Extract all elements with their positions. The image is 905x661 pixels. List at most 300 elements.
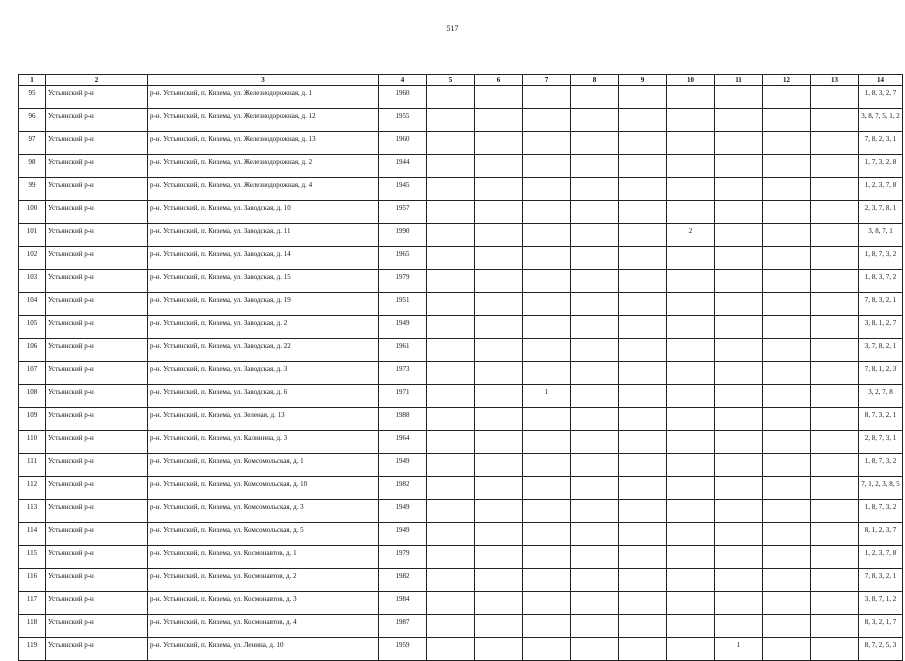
- col12-cell: [763, 500, 811, 523]
- col13-cell: [811, 293, 859, 316]
- col6-cell: [475, 201, 523, 224]
- col11-cell: [715, 454, 763, 477]
- col12-cell: [763, 454, 811, 477]
- col14-cell: 8, 7, 2, 5, 3: [859, 638, 903, 661]
- col5-cell: [427, 155, 475, 178]
- col9-cell: [619, 224, 667, 247]
- col12-cell: [763, 270, 811, 293]
- row-number: 95: [19, 86, 46, 109]
- district-cell: Устьянский р-н: [46, 546, 148, 569]
- year-cell: 1957: [379, 201, 427, 224]
- header-row: [19, 75, 903, 86]
- col11-cell: [715, 385, 763, 408]
- address-cell: р-н. Устьянский, п. Кизема, ул. Космонавтов, д. 1: [148, 546, 379, 569]
- table-row: [19, 270, 903, 293]
- col5-cell: [427, 201, 475, 224]
- address-cell: р-н. Устьянский, п. Кизема, ул. Заводская, д. 2: [148, 316, 379, 339]
- col10-cell: [667, 293, 715, 316]
- year-cell: 1955: [379, 109, 427, 132]
- district-cell: Устьянский р-н: [46, 615, 148, 638]
- table-row: [19, 86, 903, 109]
- col10-cell: [667, 178, 715, 201]
- row-number: 111: [19, 454, 46, 477]
- col11-cell: [715, 546, 763, 569]
- row-number: 118: [19, 615, 46, 638]
- col12-cell: [763, 431, 811, 454]
- col8-cell: [571, 224, 619, 247]
- col10-cell: [667, 247, 715, 270]
- col5-cell: [427, 500, 475, 523]
- col14-cell: 3, 2, 7, 8: [859, 385, 903, 408]
- col8-cell: [571, 109, 619, 132]
- col5-cell: [427, 270, 475, 293]
- table-row: [19, 638, 903, 661]
- row-number: 102: [19, 247, 46, 270]
- col13-cell: [811, 178, 859, 201]
- col5-cell: [427, 339, 475, 362]
- col14-cell: 1, 8, 3, 2, 7: [859, 86, 903, 109]
- col8-cell: [571, 155, 619, 178]
- col9-cell: [619, 247, 667, 270]
- col8-cell: [571, 270, 619, 293]
- col11-cell: [715, 270, 763, 293]
- row-number: 97: [19, 132, 46, 155]
- col5-cell: [427, 385, 475, 408]
- col14-cell: 1, 8, 7, 3, 2: [859, 247, 903, 270]
- table-row: [19, 362, 903, 385]
- year-cell: 1949: [379, 500, 427, 523]
- col12-cell: [763, 293, 811, 316]
- col6-cell: [475, 592, 523, 615]
- district-cell: Устьянский р-н: [46, 270, 148, 293]
- year-cell: 1973: [379, 362, 427, 385]
- col6-cell: [475, 109, 523, 132]
- column-header-1: 1: [19, 75, 46, 86]
- col13-cell: [811, 109, 859, 132]
- district-cell: Устьянский р-н: [46, 408, 148, 431]
- table-row: [19, 454, 903, 477]
- col14-cell: 7, 1, 2, 3, 8, 5: [859, 477, 903, 500]
- col11-cell: [715, 201, 763, 224]
- year-cell: 1951: [379, 293, 427, 316]
- district-cell: Устьянский р-н: [46, 592, 148, 615]
- col7-cell: [523, 500, 571, 523]
- col13-cell: [811, 86, 859, 109]
- col12-cell: [763, 132, 811, 155]
- col13-cell: [811, 155, 859, 178]
- col13-cell: [811, 615, 859, 638]
- col8-cell: [571, 569, 619, 592]
- col12-cell: [763, 385, 811, 408]
- col8-cell: [571, 178, 619, 201]
- col11-cell: [715, 316, 763, 339]
- col9-cell: [619, 477, 667, 500]
- col14-cell: 8, 1, 2, 3, 7: [859, 523, 903, 546]
- col11-cell: [715, 408, 763, 431]
- col6-cell: [475, 408, 523, 431]
- address-cell: р-н. Устьянский, п. Кизема, ул. Комсомольская, д. 10: [148, 477, 379, 500]
- col5-cell: [427, 615, 475, 638]
- col13-cell: [811, 201, 859, 224]
- district-cell: Устьянский р-н: [46, 109, 148, 132]
- col6-cell: [475, 224, 523, 247]
- col11-cell: [715, 431, 763, 454]
- col6-cell: [475, 362, 523, 385]
- column-header-12: 12: [763, 75, 811, 86]
- col10-cell: [667, 592, 715, 615]
- col12-cell: [763, 592, 811, 615]
- col12-cell: [763, 109, 811, 132]
- col9-cell: [619, 385, 667, 408]
- col12-cell: [763, 523, 811, 546]
- col7-cell: [523, 247, 571, 270]
- col6-cell: [475, 454, 523, 477]
- table-row: [19, 592, 903, 615]
- column-header-2: 2: [46, 75, 148, 86]
- col9-cell: [619, 546, 667, 569]
- col7-cell: [523, 362, 571, 385]
- col12-cell: [763, 569, 811, 592]
- col9-cell: [619, 408, 667, 431]
- col5-cell: [427, 638, 475, 661]
- col10-cell: [667, 408, 715, 431]
- col8-cell: [571, 201, 619, 224]
- col10-cell: [667, 546, 715, 569]
- col8-cell: [571, 362, 619, 385]
- col6-cell: [475, 293, 523, 316]
- district-cell: Устьянский р-н: [46, 201, 148, 224]
- col5-cell: [427, 178, 475, 201]
- col9-cell: [619, 615, 667, 638]
- col7-cell: [523, 431, 571, 454]
- col6-cell: [475, 247, 523, 270]
- col11-cell: [715, 247, 763, 270]
- year-cell: 1990: [379, 224, 427, 247]
- table-row: [19, 523, 903, 546]
- col11-cell: [715, 339, 763, 362]
- col9-cell: [619, 316, 667, 339]
- address-cell: р-н. Устьянский, п. Кизема, ул. Железнодорожная, д. 4: [148, 178, 379, 201]
- col12-cell: [763, 408, 811, 431]
- col9-cell: [619, 201, 667, 224]
- col11-cell: [715, 224, 763, 247]
- district-cell: Устьянский р-н: [46, 362, 148, 385]
- column-header-7: 7: [523, 75, 571, 86]
- col11-cell: [715, 569, 763, 592]
- col5-cell: [427, 569, 475, 592]
- district-cell: Устьянский р-н: [46, 86, 148, 109]
- col14-cell: 1, 2, 3, 7, 8: [859, 178, 903, 201]
- year-cell: 1945: [379, 178, 427, 201]
- col8-cell: [571, 86, 619, 109]
- col6-cell: [475, 431, 523, 454]
- column-header-3: 3: [148, 75, 379, 86]
- district-cell: Устьянский р-н: [46, 431, 148, 454]
- district-cell: Устьянский р-н: [46, 178, 148, 201]
- col14-cell: 3, 8, 1, 2, 7: [859, 316, 903, 339]
- district-cell: Устьянский р-н: [46, 155, 148, 178]
- col6-cell: [475, 270, 523, 293]
- address-cell: р-н. Устьянский, п. Кизема, ул. Калинина, д. 3: [148, 431, 379, 454]
- district-cell: Устьянский р-н: [46, 224, 148, 247]
- col6-cell: [475, 615, 523, 638]
- column-header-8: 8: [571, 75, 619, 86]
- col11-cell: [715, 132, 763, 155]
- col8-cell: [571, 339, 619, 362]
- col12-cell: [763, 638, 811, 661]
- col12-cell: [763, 316, 811, 339]
- col13-cell: [811, 546, 859, 569]
- table-row: [19, 615, 903, 638]
- page-number: 517: [446, 24, 459, 33]
- col12-cell: [763, 247, 811, 270]
- col7-cell: [523, 109, 571, 132]
- year-cell: 1982: [379, 477, 427, 500]
- year-cell: 1979: [379, 546, 427, 569]
- col13-cell: [811, 569, 859, 592]
- address-cell: р-н. Устьянский, п. Кизема, ул. Комсомольская, д. 1: [148, 454, 379, 477]
- district-cell: Устьянский р-н: [46, 247, 148, 270]
- col12-cell: [763, 615, 811, 638]
- col9-cell: [619, 155, 667, 178]
- col14-cell: 7, 8, 3, 2, 1: [859, 569, 903, 592]
- housing-table: [18, 74, 903, 661]
- col11-cell: [715, 155, 763, 178]
- col6-cell: [475, 569, 523, 592]
- table-row: [19, 178, 903, 201]
- col13-cell: [811, 408, 859, 431]
- col7-cell: [523, 408, 571, 431]
- district-cell: Устьянский р-н: [46, 339, 148, 362]
- col11-cell: [715, 615, 763, 638]
- col6-cell: [475, 500, 523, 523]
- col13-cell: [811, 500, 859, 523]
- col6-cell: [475, 132, 523, 155]
- col7-cell: [523, 546, 571, 569]
- district-cell: Устьянский р-н: [46, 638, 148, 661]
- col7-cell: [523, 615, 571, 638]
- year-cell: 1988: [379, 408, 427, 431]
- col12-cell: [763, 477, 811, 500]
- col9-cell: [619, 86, 667, 109]
- col13-cell: [811, 339, 859, 362]
- col14-cell: 1, 8, 3, 7, 2: [859, 270, 903, 293]
- table-row: [19, 155, 903, 178]
- row-number: 101: [19, 224, 46, 247]
- col11-cell: [715, 109, 763, 132]
- col12-cell: [763, 339, 811, 362]
- col5-cell: [427, 477, 475, 500]
- col14-cell: 1, 8, 7, 3, 2: [859, 500, 903, 523]
- col9-cell: [619, 500, 667, 523]
- col10-cell: [667, 109, 715, 132]
- col5-cell: [427, 224, 475, 247]
- col14-cell: 2, 3, 7, 8, 1: [859, 201, 903, 224]
- col7-cell: [523, 270, 571, 293]
- col14-cell: 2, 8, 7, 3, 1: [859, 431, 903, 454]
- col12-cell: [763, 86, 811, 109]
- address-cell: р-н. Устьянский, п. Кизема, ул. Космонавтов, д. 4: [148, 615, 379, 638]
- col9-cell: [619, 270, 667, 293]
- col7-cell: [523, 293, 571, 316]
- col14-cell: 7, 8, 3, 2, 1: [859, 293, 903, 316]
- address-cell: р-н. Устьянский, п. Кизема, ул. Железнодорожная, д. 1: [148, 86, 379, 109]
- col7-cell: [523, 316, 571, 339]
- column-header-6: 6: [475, 75, 523, 86]
- table-row: [19, 247, 903, 270]
- col13-cell: [811, 247, 859, 270]
- table-row: [19, 316, 903, 339]
- col7-cell: [523, 339, 571, 362]
- col9-cell: [619, 592, 667, 615]
- col9-cell: [619, 569, 667, 592]
- year-cell: 1961: [379, 339, 427, 362]
- col13-cell: [811, 431, 859, 454]
- year-cell: 1984: [379, 592, 427, 615]
- col11-cell: [715, 178, 763, 201]
- col10-cell: [667, 523, 715, 546]
- address-cell: р-н. Устьянский, п. Кизема, ул. Заводская, д. 3: [148, 362, 379, 385]
- col12-cell: [763, 155, 811, 178]
- column-header-14: 14: [859, 75, 903, 86]
- table-row: [19, 477, 903, 500]
- col5-cell: [427, 247, 475, 270]
- col6-cell: [475, 155, 523, 178]
- column-header-13: 13: [811, 75, 859, 86]
- col13-cell: [811, 132, 859, 155]
- district-cell: Устьянский р-н: [46, 316, 148, 339]
- col10-cell: 2: [667, 224, 715, 247]
- col7-cell: [523, 454, 571, 477]
- table-row: [19, 546, 903, 569]
- district-cell: Устьянский р-н: [46, 569, 148, 592]
- col7-cell: 1: [523, 385, 571, 408]
- col5-cell: [427, 362, 475, 385]
- column-header-9: 9: [619, 75, 667, 86]
- address-cell: р-н. Устьянский, п. Кизема, ул. Заводская, д. 22: [148, 339, 379, 362]
- table-row: [19, 339, 903, 362]
- row-number: 119: [19, 638, 46, 661]
- col8-cell: [571, 316, 619, 339]
- row-number: 106: [19, 339, 46, 362]
- col10-cell: [667, 270, 715, 293]
- col13-cell: [811, 477, 859, 500]
- address-cell: р-н. Устьянский, п. Кизема, ул. Ленина, д. 10: [148, 638, 379, 661]
- address-cell: р-н. Устьянский, п. Кизема, ул. Заводская, д. 14: [148, 247, 379, 270]
- col5-cell: [427, 592, 475, 615]
- col8-cell: [571, 477, 619, 500]
- table-row: [19, 201, 903, 224]
- col8-cell: [571, 247, 619, 270]
- col8-cell: [571, 385, 619, 408]
- col9-cell: [619, 293, 667, 316]
- col6-cell: [475, 316, 523, 339]
- table-row: [19, 408, 903, 431]
- year-cell: 1949: [379, 316, 427, 339]
- col7-cell: [523, 523, 571, 546]
- col13-cell: [811, 224, 859, 247]
- address-cell: р-н. Устьянский, п. Кизема, ул. Заводская, д. 6: [148, 385, 379, 408]
- row-number: 112: [19, 477, 46, 500]
- col7-cell: [523, 569, 571, 592]
- col14-cell: 1, 2, 3, 7, 8: [859, 546, 903, 569]
- district-cell: Устьянский р-н: [46, 477, 148, 500]
- col9-cell: [619, 339, 667, 362]
- column-header-10: 10: [667, 75, 715, 86]
- col7-cell: [523, 155, 571, 178]
- col6-cell: [475, 638, 523, 661]
- col13-cell: [811, 454, 859, 477]
- col14-cell: 7, 8, 2, 3, 1: [859, 132, 903, 155]
- table-row: [19, 109, 903, 132]
- col7-cell: [523, 224, 571, 247]
- col11-cell: [715, 362, 763, 385]
- year-cell: 1949: [379, 523, 427, 546]
- address-cell: р-н. Устьянский, п. Кизема, ул. Комсомольская, д. 5: [148, 523, 379, 546]
- table-row: [19, 431, 903, 454]
- row-number: 104: [19, 293, 46, 316]
- col5-cell: [427, 316, 475, 339]
- col10-cell: [667, 201, 715, 224]
- table-row: [19, 293, 903, 316]
- col9-cell: [619, 362, 667, 385]
- col7-cell: [523, 178, 571, 201]
- address-cell: р-н. Устьянский, п. Кизема, ул. Заводская, д. 10: [148, 201, 379, 224]
- district-cell: Устьянский р-н: [46, 454, 148, 477]
- row-number: 98: [19, 155, 46, 178]
- year-cell: 1960: [379, 132, 427, 155]
- col13-cell: [811, 592, 859, 615]
- column-header-5: 5: [427, 75, 475, 86]
- table-row: [19, 500, 903, 523]
- district-cell: Устьянский р-н: [46, 293, 148, 316]
- col13-cell: [811, 316, 859, 339]
- row-number: 107: [19, 362, 46, 385]
- col7-cell: [523, 477, 571, 500]
- col6-cell: [475, 86, 523, 109]
- col8-cell: [571, 615, 619, 638]
- col9-cell: [619, 454, 667, 477]
- row-number: 115: [19, 546, 46, 569]
- col11-cell: [715, 477, 763, 500]
- row-number: 100: [19, 201, 46, 224]
- col5-cell: [427, 546, 475, 569]
- col10-cell: [667, 362, 715, 385]
- col9-cell: [619, 178, 667, 201]
- address-cell: р-н. Устьянский, п. Кизема, ул. Комсомольская, д. 3: [148, 500, 379, 523]
- district-cell: Устьянский р-н: [46, 132, 148, 155]
- row-number: 105: [19, 316, 46, 339]
- col12-cell: [763, 201, 811, 224]
- col11-cell: 1: [715, 638, 763, 661]
- col9-cell: [619, 638, 667, 661]
- col11-cell: [715, 293, 763, 316]
- district-cell: Устьянский р-н: [46, 523, 148, 546]
- col11-cell: [715, 523, 763, 546]
- col14-cell: 3, 8, 7, 5, 1, 2: [859, 109, 903, 132]
- table-row: [19, 132, 903, 155]
- address-cell: р-н. Устьянский, п. Кизема, ул. Зеленая, д. 13: [148, 408, 379, 431]
- col14-cell: 3, 8, 7, 1: [859, 224, 903, 247]
- col14-cell: 8, 7, 3, 2, 1: [859, 408, 903, 431]
- address-cell: р-н. Устьянский, п. Кизема, ул. Заводская, д. 19: [148, 293, 379, 316]
- col10-cell: [667, 615, 715, 638]
- row-number: 96: [19, 109, 46, 132]
- col9-cell: [619, 132, 667, 155]
- col9-cell: [619, 109, 667, 132]
- year-cell: 1960: [379, 86, 427, 109]
- col6-cell: [475, 339, 523, 362]
